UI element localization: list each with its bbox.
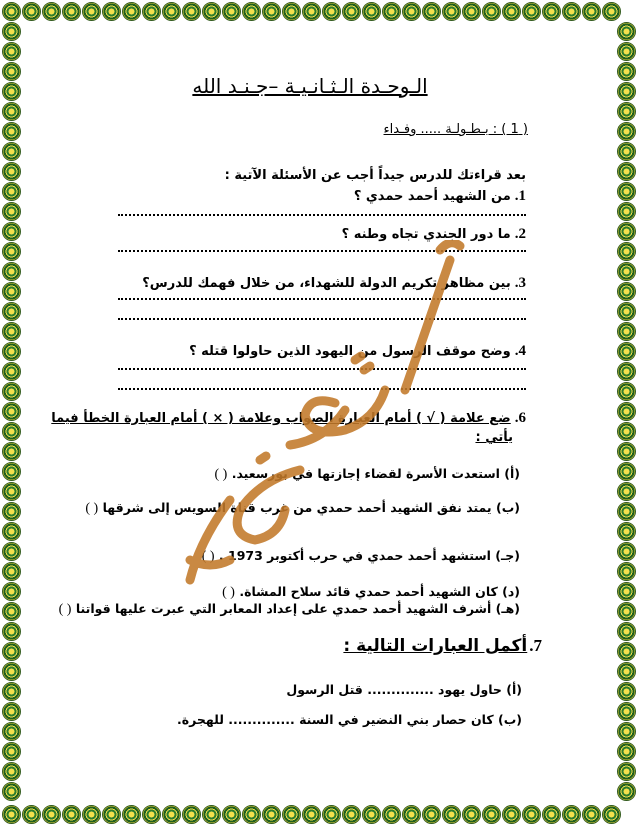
question-text-cont: يأتي : (475, 430, 513, 445)
answer-line[interactable] (118, 388, 526, 390)
item-label: (أ) (504, 466, 520, 481)
answer-line[interactable] (118, 250, 526, 252)
question-heading: أكمل العبارات التالية : (343, 636, 528, 656)
question-1 (354, 188, 526, 205)
item-text: استشهد أحمد حمدي في حرب أكتوبر 1973 . (218, 548, 491, 563)
answer-line[interactable] (118, 318, 526, 320)
question-text: وضح موقف الرسول من اليهود الذين حاولوا قتله ؟ (189, 344, 511, 359)
item-label: (جـ) (495, 548, 520, 563)
item-text: كان الشهيد أحمد حمدي قائد سلاح المشاة. (239, 584, 498, 599)
question-6-continuation (475, 430, 513, 445)
item-label: (د) (502, 584, 520, 599)
item-label: (ب) (496, 500, 520, 515)
tf-item-c (202, 548, 520, 565)
answer-box[interactable]: ( ) (85, 501, 99, 516)
question-7 (343, 636, 542, 656)
question-number: 7. (529, 636, 542, 655)
unit-title: الـوحـدة الـثـانـيـة –جـنـد الله (192, 74, 428, 98)
question-2 (342, 226, 526, 243)
answer-line[interactable] (118, 298, 526, 300)
fill-item-b (177, 712, 522, 727)
question-text: ما دور الجندي تجاه وطنه ؟ (341, 227, 511, 242)
item-text[interactable]: حاول يهود .............. قتل الرسول (286, 682, 502, 697)
answer-line[interactable] (118, 214, 526, 216)
question-number: 1. (514, 188, 526, 204)
tf-item-b (85, 500, 520, 517)
fill-item-a (286, 682, 522, 697)
answer-box[interactable]: ( ) (201, 549, 215, 564)
item-label: (أ) (506, 682, 522, 697)
tf-item-a (215, 466, 520, 483)
item-label: (هـ) (495, 601, 520, 616)
item-text: استعدت الأسرة لقضاء إجازتها في بورسعيد. (231, 466, 500, 481)
question-text: من الشهيد أحمد حمدي ؟ (353, 189, 511, 204)
question-number: 3. (514, 275, 526, 291)
answer-line[interactable] (118, 368, 526, 370)
question-text: ضع علامة ( √ ) أمام العبارة الصواب وعلامة ( × ) أمام العبارة الخطأ فيما (51, 411, 511, 426)
instructions: بعد قراءتك للدرس جيداً أجب عن الأسئلة الآتية : (224, 168, 526, 183)
question-number: 6. (514, 410, 526, 426)
answer-box[interactable]: ( ) (214, 467, 228, 482)
question-text: بين مظاهر تكريم الدولة للشهداء، من خلال فهمك للدرس؟ (142, 276, 511, 291)
tf-item-e (59, 601, 520, 618)
lesson-title: ( 1 ) : بـطـولـة ..... وفـداء (383, 122, 528, 137)
item-text: يمتد نفق الشهيد أحمد حمدي من غرب قناة السويس إلى شرقها (102, 500, 492, 515)
question-6 (51, 410, 526, 427)
tf-item-d (222, 584, 520, 601)
answer-box[interactable]: ( ) (222, 585, 235, 600)
item-text: أشرف الشهيد أحمد حمدي على إعداد المعابر التي عبرت عليها قواتنا (75, 601, 492, 616)
question-3 (142, 275, 526, 292)
question-4 (189, 343, 526, 360)
item-text[interactable]: كان حصار بني النضير في السنة .............. للهجرة. (176, 712, 494, 727)
question-number: 2. (514, 226, 526, 242)
item-label: (ب) (498, 712, 522, 727)
question-number: 4. (514, 343, 526, 359)
answer-box[interactable]: ( ) (58, 602, 72, 617)
